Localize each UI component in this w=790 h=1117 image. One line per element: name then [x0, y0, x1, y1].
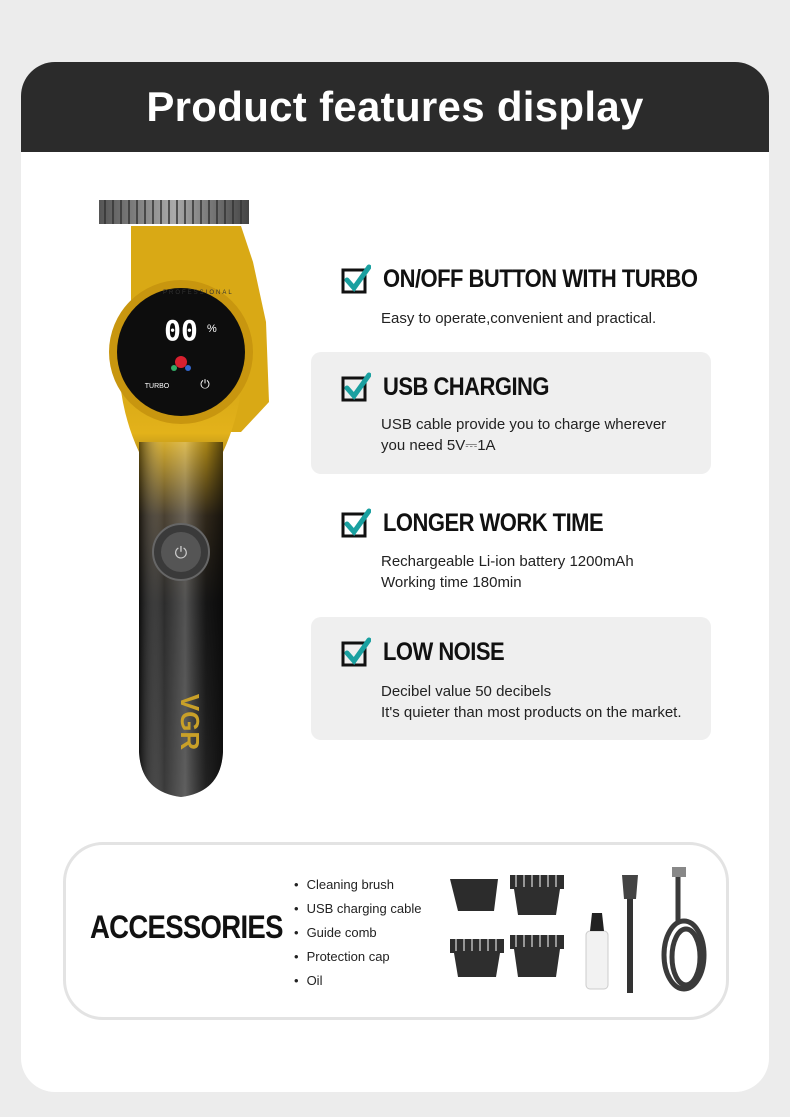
list-item: • Oil [294, 969, 421, 993]
brand-logo: VGR [175, 693, 205, 751]
checkbox-icon [341, 372, 371, 402]
turbo-label: TURBO [144, 383, 170, 390]
feature-title: LOW NOISE [383, 637, 505, 666]
feature-desc-line: USB cable provide you to charge wherever [381, 416, 667, 433]
blade-label: PROFESSIONAL [163, 290, 234, 296]
feature-title: LONGER WORK TIME [383, 508, 604, 537]
list-item: • Protection cap [294, 945, 421, 969]
feature-work-time [311, 492, 711, 602]
accessories-panel [63, 842, 729, 1020]
page-title: Product features display [146, 83, 644, 130]
feature-desc-line: Decibel value 50 decibels [381, 683, 552, 700]
cleaning-brush-icon [627, 899, 633, 993]
display-unit: % [207, 323, 217, 335]
feature-desc-line: Working time 180min [381, 574, 522, 591]
accessories-list [294, 873, 421, 993]
feature-desc-line: Easy to operate,convenient and practical. [381, 310, 657, 327]
list-item: • Cleaning brush [294, 873, 421, 897]
header-bar [21, 62, 769, 152]
feature-title: USB CHARGING [383, 372, 550, 401]
feature-desc-line: Rechargeable Li-ion battery 1200mAh [381, 553, 634, 570]
accessories-image [446, 865, 716, 997]
feature-title: ON/OFF BUTTON WITH TURBO [383, 264, 698, 293]
protection-cap-icon [450, 879, 498, 911]
list-item: • Guide comb [294, 921, 421, 945]
feature-desc-line: you need 5V⎓1A [381, 437, 496, 454]
feature-low-noise [311, 617, 711, 740]
checkbox-icon [341, 264, 371, 294]
checkbox-icon [341, 508, 371, 538]
list-item: • USB charging cable [294, 897, 421, 921]
oil-bottle-icon [586, 931, 608, 989]
svg-text:⏻: ⏻ [174, 545, 188, 562]
trimmer-image [91, 192, 271, 802]
checkbox-icon [341, 637, 371, 667]
feature-desc-line: It's quieter than most products on the market. [381, 704, 682, 721]
svg-text:⏻: ⏻ [200, 377, 210, 391]
accessories-title: ACCESSORIES [90, 909, 283, 945]
product-card [21, 62, 769, 1092]
usb-cable-icon [664, 875, 704, 989]
feature-turbo [311, 242, 711, 342]
feature-usb-charging [311, 352, 711, 474]
display-digits: 00 [164, 314, 198, 347]
